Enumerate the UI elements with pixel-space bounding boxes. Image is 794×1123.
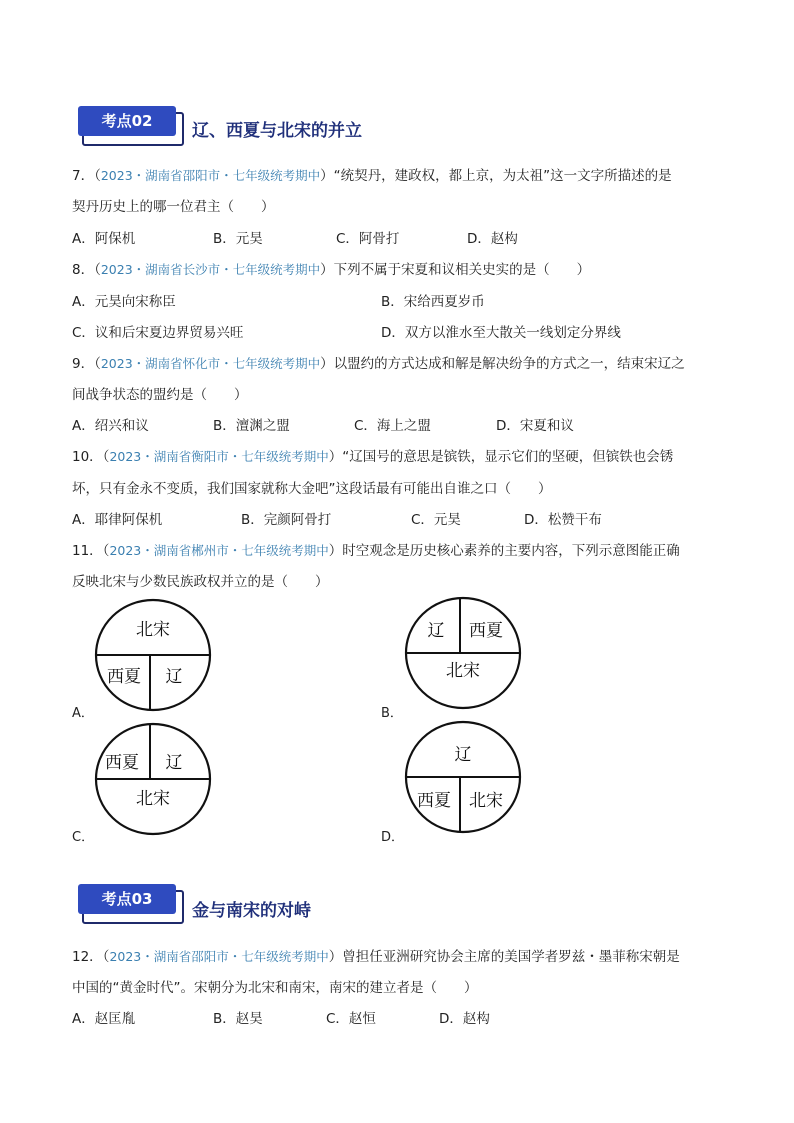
question-9-line2: 间战争状态的盟约是（ ）: [72, 387, 248, 403]
option-b: B．完颜阿骨打: [241, 512, 332, 528]
diagram-a-label: A．: [72, 706, 94, 721]
region-label: 西夏: [417, 791, 451, 811]
diagram-b: [404, 596, 524, 716]
region-label: 辽: [165, 753, 183, 773]
diagram-d: [404, 720, 524, 840]
option-d: D．赵构: [467, 231, 518, 247]
question-12-line2: 中国的“黄金时代”。宋朝分为北宋和南宋，南宋的建立者是（ ）: [72, 980, 478, 996]
diagram-b-label: B．: [381, 706, 403, 721]
region-label: 辽: [165, 667, 183, 687]
question-11: 11．（2023・湖南省郴州市・七年级统考期中）时空观念是历史核心素养的主要内容，下列示意图能正确: [72, 543, 680, 559]
option-d: D．宋夏和议: [496, 418, 574, 434]
question-source: 2023・湖南省邵阳市・七年级统考期中: [100, 168, 321, 183]
option-b: B．宋给西夏岁币: [381, 294, 485, 310]
question-12: 12．（2023・湖南省邵阳市・七年级统考期中）曾担任亚洲研究协会主席的美国学者罗兹・墨菲称宋朝是: [72, 949, 680, 965]
option-a: A．赵匡胤: [72, 1011, 136, 1027]
option-d: D．赵构: [439, 1011, 490, 1027]
region-label: 西夏: [105, 753, 139, 773]
question-7: 7．（2023・湖南省邵阳市・七年级统考期中）“统契丹，建政权，都上京，为太祖”这一文字所描述的是: [72, 168, 672, 184]
diagram-a: [94, 598, 214, 718]
option-a: A．阿保机: [72, 231, 136, 247]
option-d: D．松赞干布: [524, 512, 602, 528]
question-10-line2: 坏，只有金永不变质，我们国家就称大金吧”这段话最有可能出自谁之口（ ）: [72, 481, 552, 497]
option-c: C．阿骨打: [336, 231, 400, 247]
question-7-line2: 契丹历史上的哪一位君主（ ）: [72, 199, 275, 215]
diagram-c-label: C．: [72, 830, 95, 845]
region-label: 辽: [454, 745, 472, 765]
option-a: A．元昊向宋称臣: [72, 294, 176, 310]
question-9: 9．（2023・湖南省怀化市・七年级统考期中）以盟约的方式达成和解是解决纷争的方式之一，结束宋辽之: [72, 356, 685, 372]
option-b: B．元昊: [213, 231, 263, 247]
question-10: 10．（2023・湖南省衡阳市・七年级统考期中）“辽国号的意思是镔铁，显示它们的坚硬，但镔铁也会锈: [72, 449, 674, 465]
section-header-02: [78, 106, 498, 146]
region-label: 西夏: [469, 621, 503, 641]
option-c: C．海上之盟: [354, 418, 431, 434]
section-badge: 考点02: [78, 106, 178, 140]
question-11-line2: 反映北宋与少数民族政权并立的是（ ）: [72, 574, 329, 590]
section-badge: 考点03: [78, 884, 178, 918]
diagram-d-label: D．: [381, 830, 405, 845]
diagram-c: [94, 722, 214, 842]
option-a: A．耶律阿保机: [72, 512, 163, 528]
option-a: A．绍兴和议: [72, 418, 149, 434]
region-label: 辽: [427, 621, 445, 641]
question-8: 8．（2023・湖南省长沙市・七年级统考期中）下列不属于宋夏和议相关史实的是（ ）: [72, 262, 591, 278]
option-c: C．元昊: [411, 512, 461, 528]
region-label: 北宋: [469, 791, 503, 811]
section-title: 辽、西夏与北宋的并立: [192, 121, 362, 141]
region-label: 北宋: [136, 789, 170, 809]
option-b: B．赵昊: [213, 1011, 263, 1027]
region-label: 北宋: [446, 661, 480, 681]
option-b: B．澶渊之盟: [213, 418, 290, 434]
option-d: D．双方以淮水至大散关一线划定分界线: [381, 325, 621, 341]
region-label: 北宋: [136, 620, 170, 640]
section-header-03: [78, 884, 498, 924]
option-c: C．赵恒: [326, 1011, 376, 1027]
option-c: C．议和后宋夏边界贸易兴旺: [72, 325, 244, 341]
region-label: 西夏: [107, 667, 141, 687]
section-title: 金与南宋的对峙: [192, 901, 311, 921]
